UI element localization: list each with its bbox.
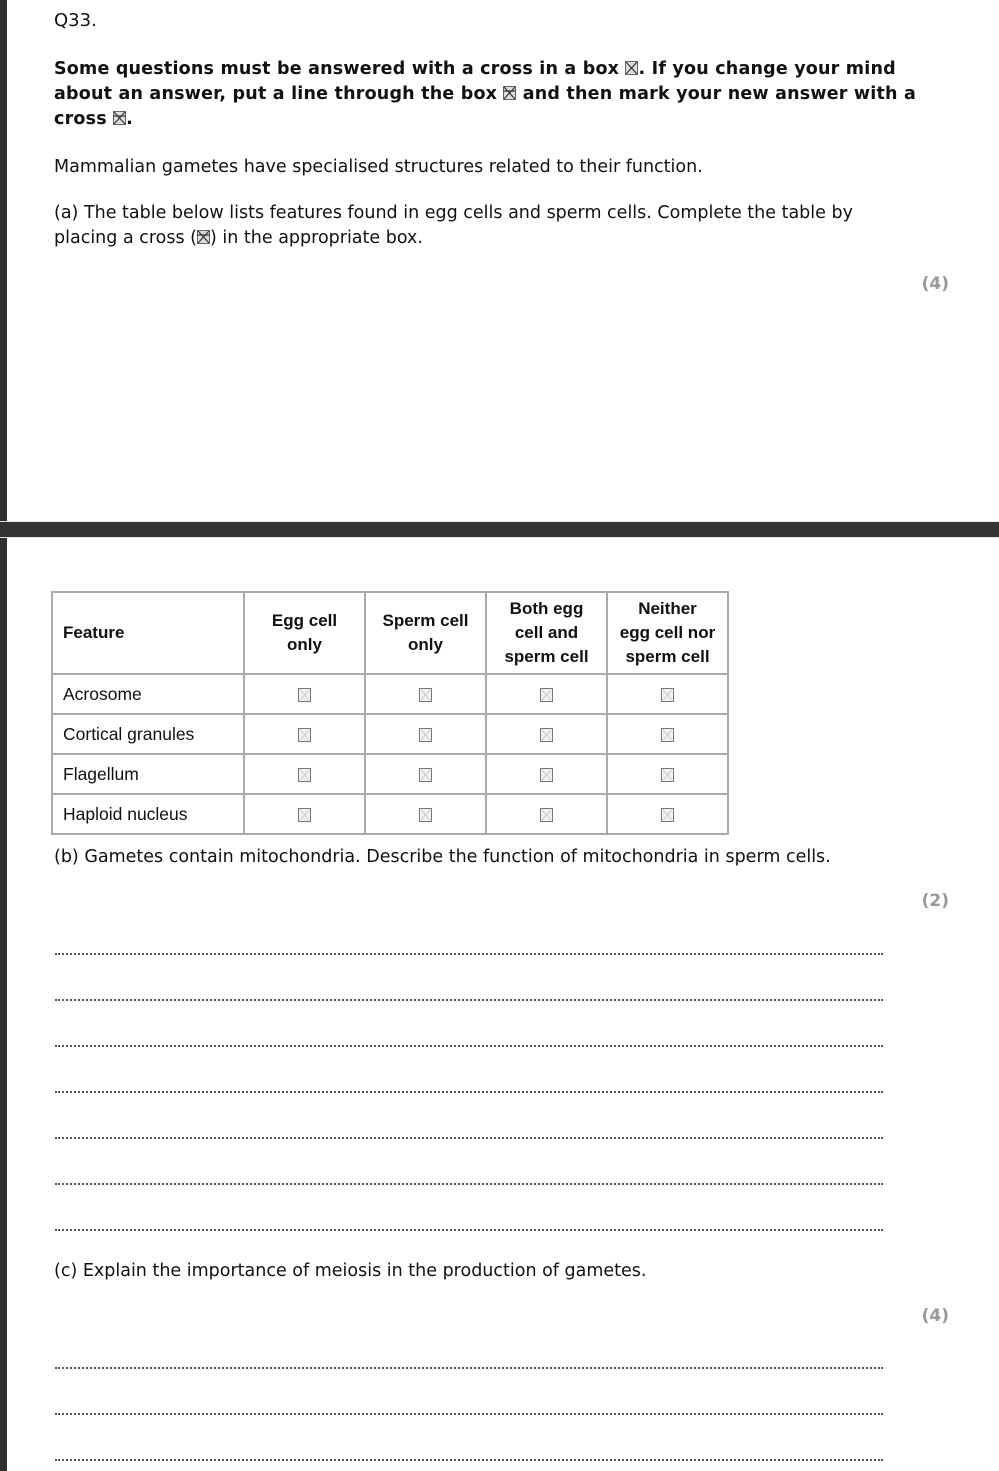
answer-line[interactable] — [55, 1367, 883, 1369]
header-both: Both egg cell and sperm cell — [486, 592, 607, 674]
answer-cell — [244, 754, 365, 794]
answer-line[interactable] — [55, 1229, 883, 1231]
page-divider — [0, 521, 999, 538]
answer-line[interactable] — [55, 953, 883, 955]
crossed-box-icon — [625, 61, 638, 75]
answer-line[interactable] — [55, 1459, 883, 1461]
intro-text: Mammalian gametes have specialised structures related to their function. — [54, 157, 703, 177]
instructions-part5: cross — [54, 109, 107, 129]
part-a-text — [54, 201, 954, 251]
checkbox-icon[interactable] — [298, 728, 311, 742]
header-neither: Neither egg cell nor sperm cell — [607, 592, 728, 674]
checkbox-icon[interactable] — [298, 688, 311, 702]
answer-cell — [607, 794, 728, 834]
checkbox-icon[interactable] — [419, 688, 432, 702]
answer-line[interactable] — [55, 1091, 883, 1093]
table-row — [52, 714, 728, 754]
part-a-marks: (4) — [921, 274, 949, 294]
crossed-box-icon — [113, 111, 126, 125]
answer-cell — [607, 674, 728, 714]
answer-cell — [486, 674, 607, 714]
instructions-part2: . If you change your mind — [638, 59, 896, 79]
checkbox-icon[interactable] — [661, 688, 674, 702]
answer-cell — [365, 754, 486, 794]
checkbox-icon[interactable] — [298, 768, 311, 782]
answer-cell — [486, 714, 607, 754]
checkbox-icon[interactable] — [419, 728, 432, 742]
part-b-text: (b) Gametes contain mitochondria. Describe the function of mitochondria in sperm cells. — [54, 847, 831, 867]
struck-crossed-box-icon — [503, 86, 516, 100]
answer-cell — [244, 794, 365, 834]
checkbox-icon[interactable] — [661, 768, 674, 782]
checkbox-icon[interactable] — [661, 808, 674, 822]
part-a-line1: (a) The table below lists features found in egg cells and sperm cells. Complete the table by — [54, 203, 853, 223]
checkbox-icon[interactable] — [419, 768, 432, 782]
answer-cell — [486, 754, 607, 794]
header-sperm-only: Sperm cell only — [365, 592, 486, 674]
answer-line[interactable] — [55, 1183, 883, 1185]
table-row — [52, 754, 728, 794]
answer-line[interactable] — [55, 1045, 883, 1047]
question-number: Q33. — [54, 10, 97, 31]
instructions-part6: . — [126, 109, 134, 129]
answer-cell — [244, 714, 365, 754]
feature-name: Flagellum — [52, 754, 244, 794]
crossed-box-icon — [197, 230, 210, 244]
checkbox-icon[interactable] — [540, 728, 553, 742]
table-row — [52, 794, 728, 834]
table-header-row — [52, 592, 728, 674]
instructions-part3: about an answer, put a line through the box — [54, 84, 498, 104]
table-row — [52, 674, 728, 714]
left-scroll-edge — [0, 0, 7, 1471]
answer-cell — [486, 794, 607, 834]
header-feature: Feature — [52, 592, 244, 674]
answer-line[interactable] — [55, 1137, 883, 1139]
checkbox-icon[interactable] — [661, 728, 674, 742]
answer-cell — [365, 794, 486, 834]
header-egg-only: Egg cell only — [244, 592, 365, 674]
part-b-marks: (2) — [921, 891, 949, 911]
feature-name: Haploid nucleus — [52, 794, 244, 834]
answer-line[interactable] — [55, 999, 883, 1001]
checkbox-icon[interactable] — [419, 808, 432, 822]
features-table — [51, 591, 729, 835]
part-c-marks: (4) — [921, 1306, 949, 1326]
feature-name: Acrosome — [52, 674, 244, 714]
instructions-part1: Some questions must be answered with a cross in a box — [54, 59, 620, 79]
part-a-line2-pre: placing a cross ( — [54, 228, 197, 248]
answer-cell — [607, 714, 728, 754]
checkbox-icon[interactable] — [540, 768, 553, 782]
checkbox-icon[interactable] — [298, 808, 311, 822]
part-c-text: (c) Explain the importance of meiosis in the production of gametes. — [54, 1261, 647, 1281]
part-a-line2-post: ) in the appropriate box. — [210, 228, 423, 248]
instructions — [54, 57, 974, 132]
answer-cell — [365, 674, 486, 714]
checkbox-icon[interactable] — [540, 688, 553, 702]
answer-line[interactable] — [55, 1413, 883, 1415]
answer-cell — [244, 674, 365, 714]
answer-cell — [607, 754, 728, 794]
feature-name: Cortical granules — [52, 714, 244, 754]
instructions-part4: and then mark your new answer with a — [522, 84, 917, 104]
checkbox-icon[interactable] — [540, 808, 553, 822]
answer-cell — [365, 714, 486, 754]
